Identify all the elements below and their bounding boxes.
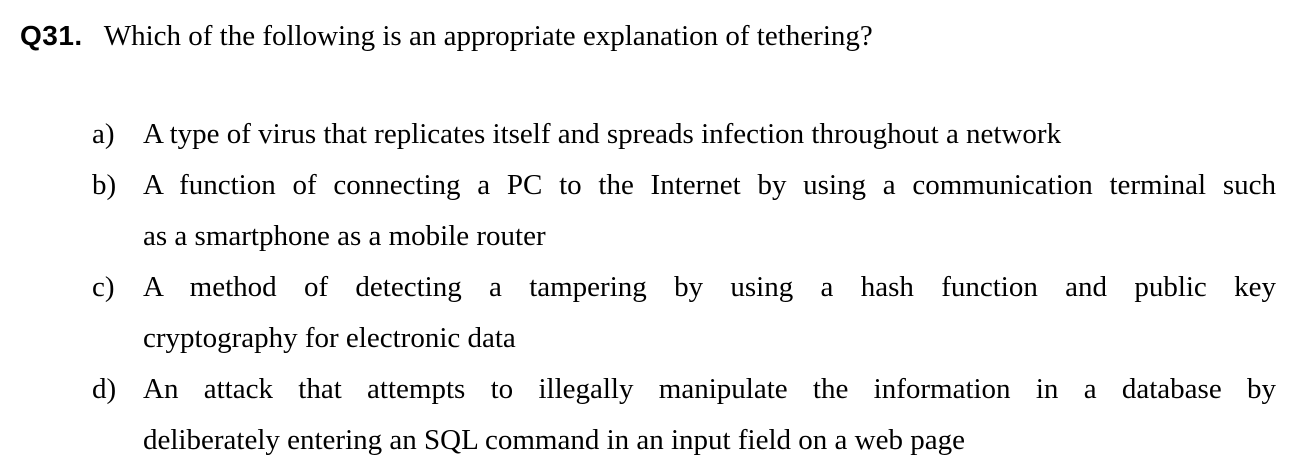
option-c <box>92 262 1276 364</box>
option-b <box>92 160 1276 262</box>
option-c-text <box>143 262 1276 364</box>
option-a-text <box>143 109 1276 160</box>
option-c-line-1: A method of detecting a tampering by using a hash function and public key <box>143 271 1276 303</box>
option-a <box>92 109 1276 160</box>
option-d-line-2: deliberately entering an SQL command in an input field on a web page <box>143 424 965 456</box>
option-c-line-2: cryptography for electronic data <box>143 322 516 354</box>
option-d <box>92 364 1276 466</box>
option-a-line-1: A type of virus that replicates itself and spreads infection throughout a network <box>143 118 1062 150</box>
option-d-text <box>143 364 1276 466</box>
options-list <box>92 109 1276 466</box>
question-number: Q31. <box>20 20 83 51</box>
option-b-line-2: as a smartphone as a mobile router <box>143 220 546 252</box>
option-d-line-1: An attack that attempts to illegally manipulate the information in a database by <box>143 373 1276 405</box>
option-b-text <box>143 160 1276 262</box>
option-b-line-1: A function of connecting a PC to the Internet by using a communication terminal such <box>143 169 1276 201</box>
option-d-letter: d) <box>92 373 117 405</box>
option-b-letter: b) <box>92 169 117 201</box>
question-header <box>20 14 873 58</box>
option-a-letter: a) <box>92 118 115 150</box>
question-text: Which of the following is an appropriate explanation of tethering? <box>103 20 873 52</box>
option-c-letter: c) <box>92 271 115 303</box>
